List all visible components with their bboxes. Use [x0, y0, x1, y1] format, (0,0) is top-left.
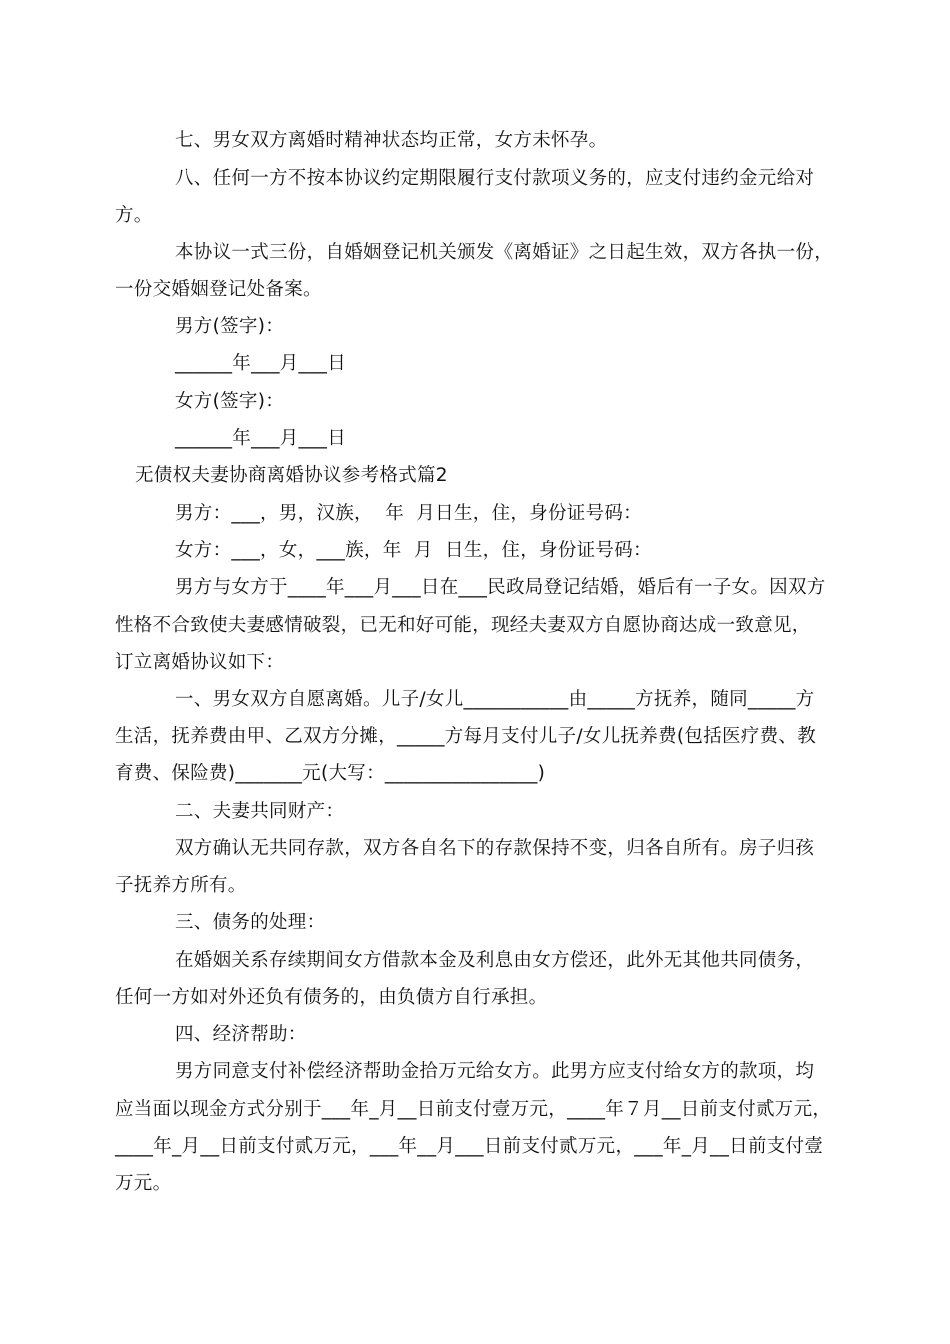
clause-4-heading: 四、经济帮助：	[175, 1024, 307, 1045]
female-signature-date: ______年___月___日	[175, 428, 347, 449]
intro-paragraph-cont: 性格不合致使夫妻感情破裂，已无和好可能，现经夫妻双方自愿协商达成一致意见，	[115, 615, 811, 636]
section-title: 无债权夫妻协商离婚协议参考格式篇2	[135, 465, 448, 486]
clause-4-text-cont2: ____年_月__日前支付贰万元，___年__月___日前支付贰万元，___年_月__日前支付壹	[115, 1136, 824, 1157]
clause-8-text: 八、任何一方不按本协议约定期限履行支付款项义务的，应支付违约金元给对	[175, 168, 815, 189]
male-party-info: 男方：___，男，汉族， 年 月日生，住，身份证号码：	[175, 503, 642, 524]
clause-2-text-cont: 子抚养方所有。	[115, 875, 247, 896]
clause-2-text: 双方确认无共同存款，双方各自名下的存款保持不变，归各自所有。房子归孩	[175, 838, 815, 859]
clause-7-text: 七、男女双方离婚时精神状态均正常，女方未怀孕。	[175, 130, 608, 151]
clause-2-heading: 二、夫妻共同财产：	[175, 801, 345, 822]
clause-1-text-end: 育费、保险费)_______元(大写：________________)	[115, 763, 546, 784]
intro-paragraph: 男方与女方于____年___月___日在___民政局登记结婚，婚后有一子女。因双方	[175, 577, 826, 598]
female-party-info: 女方：___，女，___族，年 月 日生，住，身份证号码：	[175, 540, 652, 561]
clause-3-text-cont: 任何一方如对外还负有债务的，由负债方自行承担。	[115, 987, 548, 1008]
clause-4-text-end: 万元。	[115, 1173, 172, 1194]
clause-4-text-cont: 应当面以现金方式分别于___年_月__日前支付壹万元，____年７月__日前支付贰万元，	[115, 1099, 832, 1120]
intro-paragraph-end: 订立离婚协议如下：	[115, 652, 285, 673]
clause-1-text: 一、男女双方自愿离婚。儿子/女儿___________由_____方抚养，随同_____方	[175, 689, 815, 710]
female-signature-label: 女方(签字)：	[175, 391, 285, 412]
clause-3-text: 在婚姻关系存续期间女方借款本金及利息由女方偿还，此外无其他共同债务，	[175, 950, 815, 971]
clause-4-text: 男方同意支付补偿经济帮助金拾万元给女方。此男方应支付给女方的款项，均	[175, 1061, 815, 1082]
clause-8-text-cont: 方。	[115, 205, 153, 226]
copies-text: 本协议一式三份，自婚姻登记机关颁发《离婚证》之日起生效，双方各执一份，	[175, 242, 834, 263]
clause-3-heading: 三、债务的处理：	[175, 912, 326, 933]
copies-text-cont: 一份交婚姻登记处备案。	[115, 279, 322, 300]
male-signature-date: ______年___月___日	[175, 353, 347, 374]
clause-1-text-cont: 生活，抚养费由甲、乙双方分摊，_____方每月支付儿子/女儿抚养费(包括医疗费、教	[115, 726, 817, 747]
male-signature-label: 男方(签字)：	[175, 316, 285, 337]
